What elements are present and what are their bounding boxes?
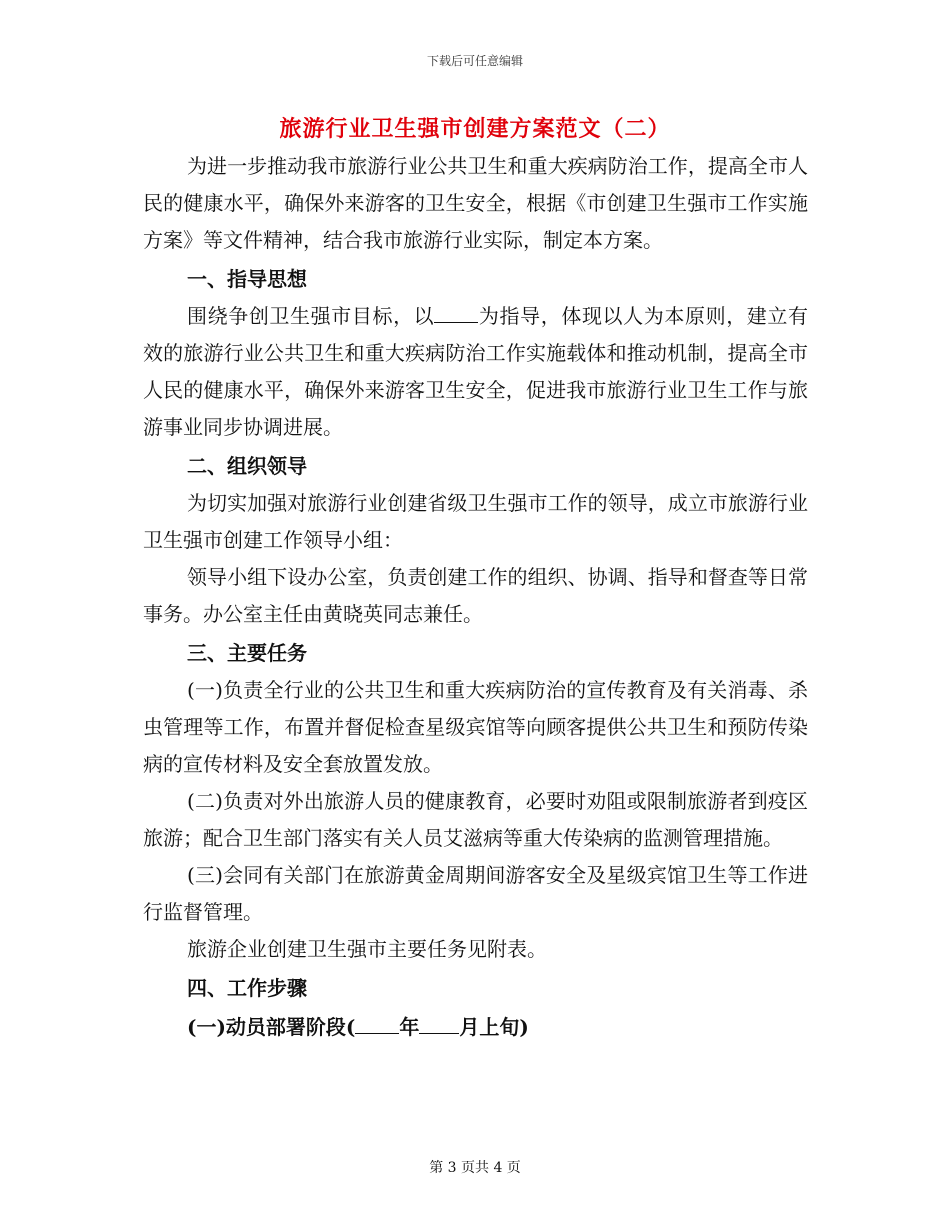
document-body xyxy=(143,148,808,1046)
section-heading-1: 一、指导思想 xyxy=(187,267,307,291)
blank-month xyxy=(419,1015,459,1034)
guiding-paragraph xyxy=(143,298,808,446)
step-text-a: (一)动员部署阶段( xyxy=(187,1015,356,1039)
document-title: 旅游行业卫生强市创建方案范文（二） xyxy=(279,116,671,142)
task-paragraph-4: 旅游企业创建卫生强市主要任务见附表。 xyxy=(187,937,547,961)
task-paragraph-2: (二)负责对外出旅游人员的健康教育，必要时劝阻或限制旅游者到疫区旅游；配合卫生部门落实有关人员艾滋病等重大传染病的监测管理措施。 xyxy=(143,789,808,850)
task-paragraph-1: (一)负责全行业的公共卫生和重大疾病防治的宣传教育及有关消毒、杀虫管理等工作，布置并督促检查星级宾馆等向顾客提供公共卫生和预防传染病的宣传材料及安全套放置发放。 xyxy=(143,678,808,776)
organization-paragraph: 为切实加强对旅游行业创建省级卫生强市工作的领导，成立市旅游行业卫生强市创建工作领导小组： xyxy=(143,491,808,552)
task-paragraph-3: (三)会同有关部门在旅游黄金周期间游客安全及星级宾馆卫生等工作进行监督管理。 xyxy=(143,863,808,924)
intro-paragraph: 为进一步推动我市旅游行业公共卫生和重大疾病防治工作，提高全市人民的健康水平，确保外来游客的卫生安全，根据《市创建卫生强市工作实施方案》等文件精神，结合我市旅游行业实际，制定本方案。 xyxy=(143,154,808,252)
guiding-text-b: 为指导，体现以人为本原则，建立有效的旅游行业公共卫生和重大疾病防治工作实施载体和推动机制，提高全市人民的健康水平，确保外来游客卫生安全，促进我市旅游行业卫生工作与旅游事业同步协调进展。 xyxy=(143,304,809,439)
guiding-text-a: 围绕争创卫生强市目标，以 xyxy=(187,304,435,328)
step-text-c: 月上旬) xyxy=(459,1015,529,1039)
section-heading-3: 三、主要任务 xyxy=(187,641,307,665)
page-footer: 第 3 页共 4 页 xyxy=(429,1160,521,1176)
page-header: 下载后可任意编辑 xyxy=(426,54,523,68)
blank-line xyxy=(434,304,478,323)
step-text-b: 年 xyxy=(399,1015,420,1039)
section-heading-2: 二、组织领导 xyxy=(187,454,307,478)
section-heading-4: 四、工作步骤 xyxy=(187,976,307,1000)
blank-year xyxy=(355,1015,399,1034)
step-heading-1 xyxy=(143,1007,808,1046)
office-paragraph: 领导小组下设办公室，负责创建工作的组织、协调、指导和督查等日常事务。办公室主任由黄晓英同志兼任。 xyxy=(143,565,808,626)
